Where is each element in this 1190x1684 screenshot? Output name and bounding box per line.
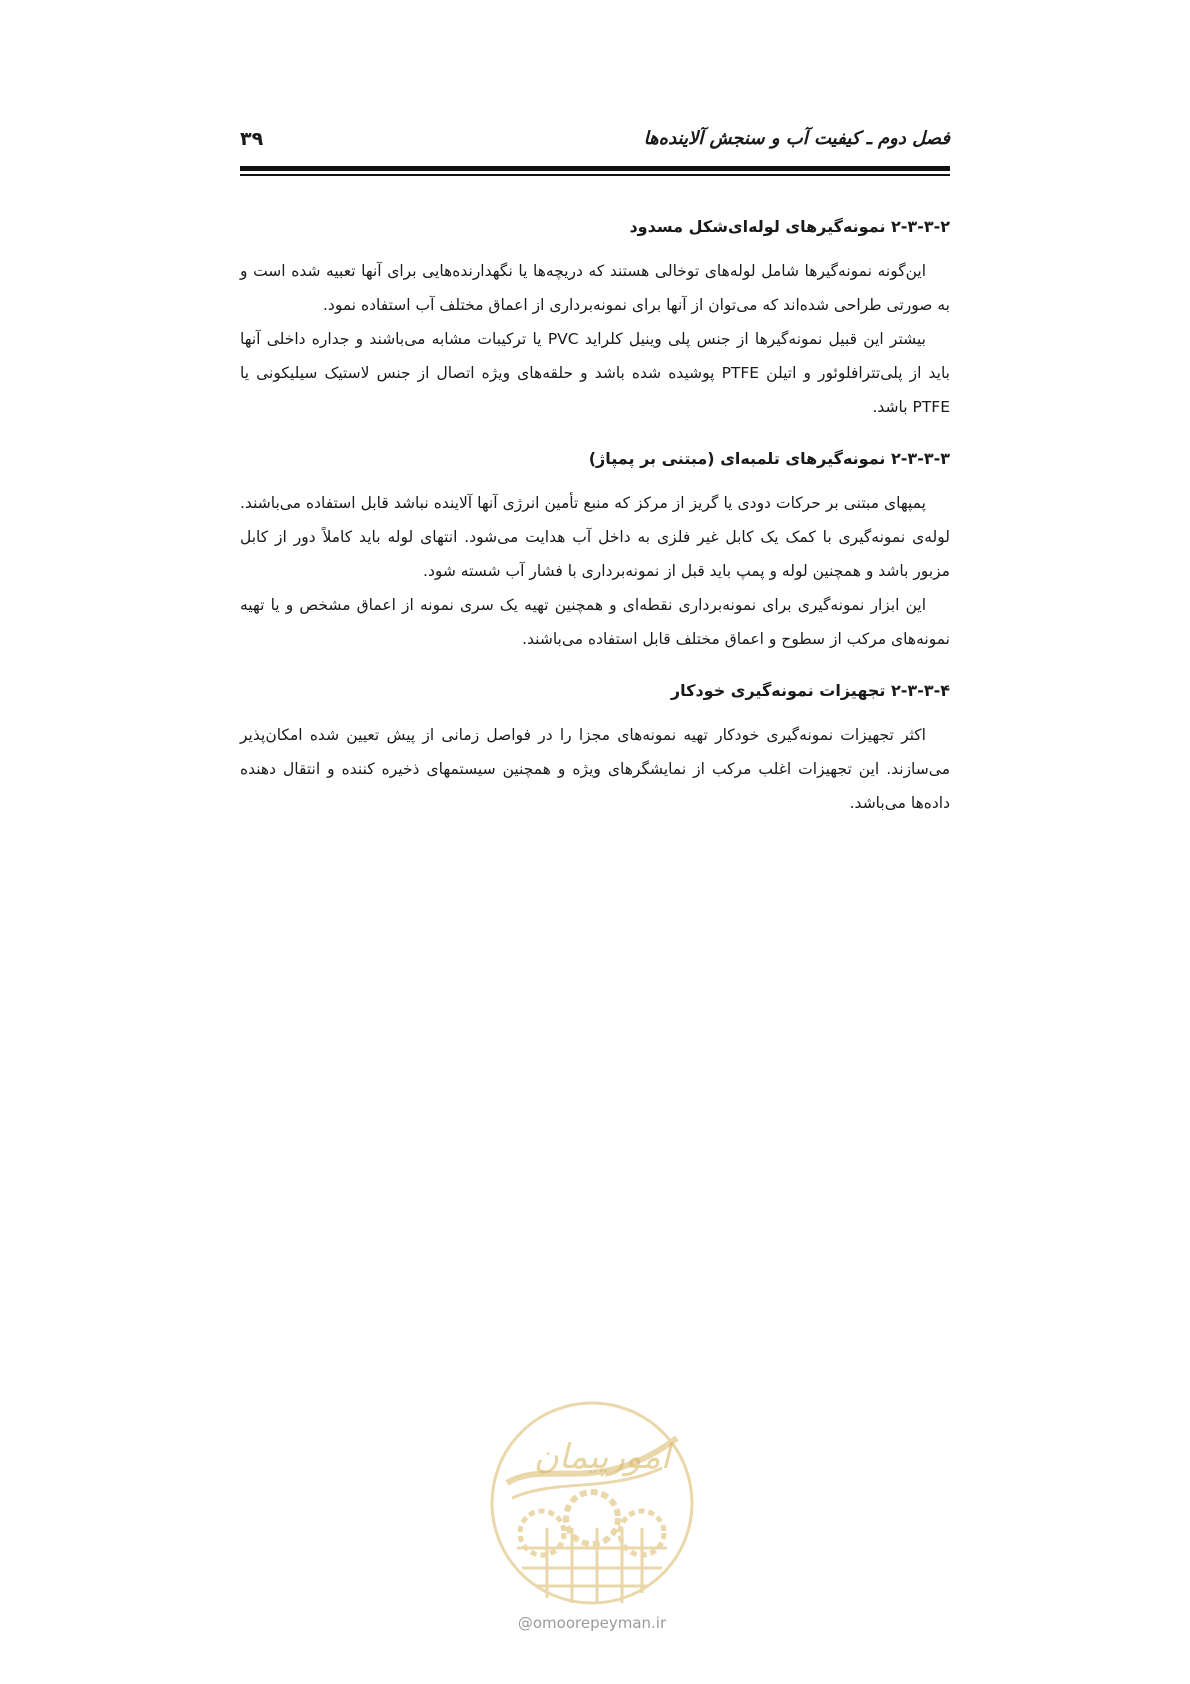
page-header xyxy=(240,128,950,158)
paragraph: بیشتر این قبیل نمونه‌گیرها از جنس پلی وینیل کلراید PVC یا ترکیبات مشابه می‌باشند و جداره داخلی آنها باید از پلی‌تترافلوئور و اتیلن PTFE پوشیده شده باشد و حلقه‌های ویژه اتصال از جنس لاستیک سیلیکونی یا PTFE باشد. xyxy=(240,330,951,416)
section-heading: ۲-۳-۳-۳ نمونه‌گیرهای تلمبه‌ای (مبتنی بر پمپاژ) xyxy=(588,449,950,468)
chapter-title: فصل دوم ـ کیفیت آب و سنجش آلاینده‌ها xyxy=(643,128,950,149)
header-rule-thick xyxy=(240,166,950,171)
section-2-3-3-3 xyxy=(240,446,950,656)
paragraph: اکثر تجهیزات نمونه‌گیری خودکار تهیه نمونه‌های مجزا را در فواصل زمانی از پیش تعیین شده امکان‌پذیر می‌سازند. این تجهیزات اغلب مرکب از نمایشگرهای ویژه و همچنین سیستمهای ذخیره کننده و انتقال دهنده داده‌ها می‌باشد. xyxy=(240,726,950,812)
watermark-logo-text: امورپیمان xyxy=(533,1437,671,1477)
section-2-3-3-4 xyxy=(240,678,950,820)
header-rule-thin xyxy=(240,174,950,176)
page-content xyxy=(240,214,950,842)
watermark-logo xyxy=(487,1398,697,1608)
section-heading: ۲-۳-۳-۴ تجهیزات نمونه‌گیری خودکار xyxy=(670,681,950,700)
section-heading: ۲-۳-۳-۲ نمونه‌گیرهای لوله‌ای‌شکل مسدود xyxy=(629,217,950,236)
watermark-url: @omoorepeyman.ir xyxy=(517,1614,667,1632)
page-number: ۳۹ xyxy=(240,128,264,150)
paragraph: پمپهای مبتنی بر حرکات دودی یا گریز از مرکز که منبع تأمین انرژی آنها آلاینده نباشد قابل استفاده می‌باشند. لوله‌ی نمونه‌گیری با کمک یک کابل غیر فلزی به داخل آب هدایت می‌شود. انتهای لوله باید کاملاً دور از کابل مزبور باشد و همچنین لوله و پمپ باید قبل از نمونه‌برداری با فشار آب شسته شود. xyxy=(240,494,950,580)
section-2-3-3-2 xyxy=(240,214,950,424)
paragraph: این ابزار نمونه‌گیری برای نمونه‌برداری نقطه‌ای و همچنین تهیه یک سری نمونه از اعماق مشخص و یا تهیه نمونه‌های مرکب از سطوح و اعماق مختلف قابل استفاده می‌باشند. xyxy=(240,596,950,648)
paragraph: این‌گونه نمونه‌گیرها شامل لوله‌های توخالی هستند که دریچه‌ها یا نگهدارنده‌هایی برای آنها تعبیه شده است و به صورتی طراحی شده‌اند که می‌توان از آنها برای نمونه‌برداری از اعماق مختلف آب استفاده نمود. xyxy=(240,262,950,314)
